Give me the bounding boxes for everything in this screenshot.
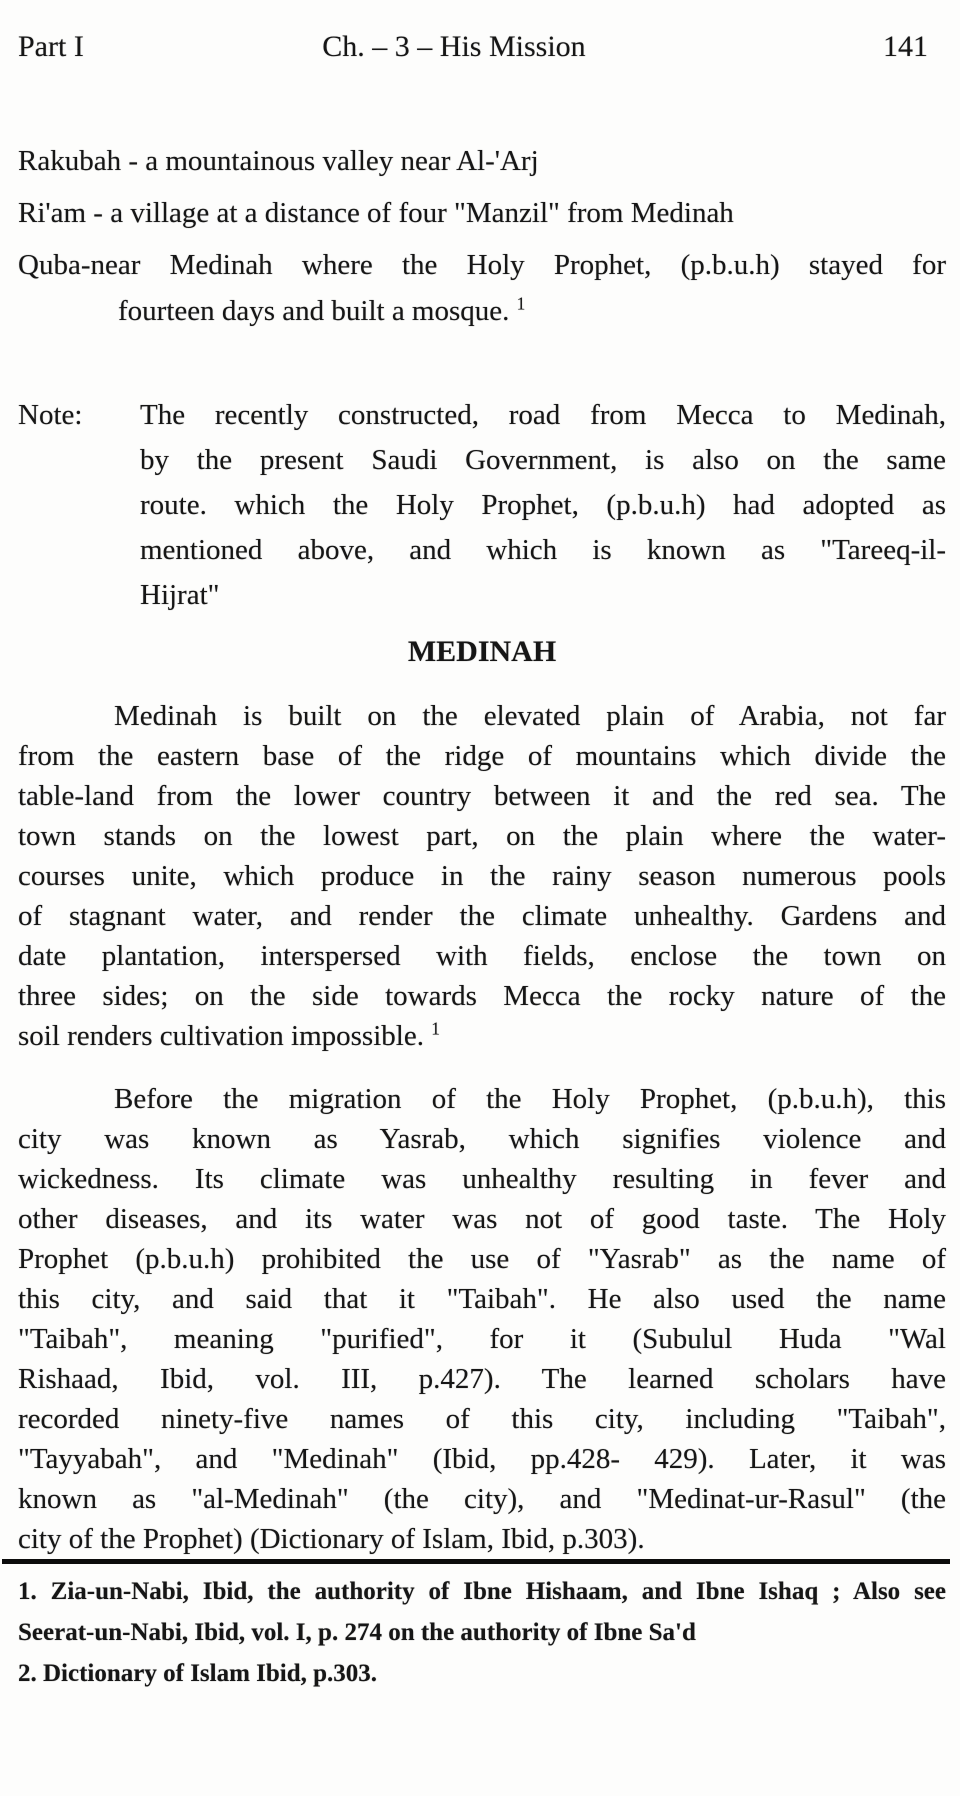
- text-line: courses unite, which produce in the rainy season numerous pools: [18, 860, 946, 892]
- page-number: 141: [883, 30, 928, 63]
- footnote-ref: 1: [431, 1018, 440, 1039]
- header-chapter-title: Ch. – 3 – His Mission: [322, 30, 586, 63]
- text-line: city was known as Yasrab, which signifies violence and: [18, 1123, 946, 1155]
- text-line: The recently constructed, road from Mecca to Medinah,: [140, 399, 946, 431]
- glossary-entry-rakubah: [18, 138, 946, 184]
- place-name-list: [18, 138, 946, 334]
- text-line: other diseases, and its water was not of good taste. The Holy: [18, 1203, 946, 1235]
- text-line: this city, and said that it "Taibah". He also used the name: [18, 1283, 946, 1315]
- glossary-entry-riam: [18, 190, 946, 236]
- text-line: fourteen days and built a mosque. $^1$: [118, 293, 526, 327]
- text-line: 2. Dictionary of Islam Ibid, p.303.: [18, 1660, 378, 1687]
- text-line: by the present Saudi Government, is also on the same: [140, 444, 946, 476]
- section-heading-medinah: MEDINAH: [407, 635, 557, 668]
- footnote-separator: [2, 1559, 950, 1564]
- note-body: [140, 393, 946, 618]
- text-line: Medinah is built on the elevated plain of Arabia, not far: [114, 700, 946, 732]
- text-line: Hijrat": [140, 579, 220, 611]
- text-line: "Taibah", meaning "purified", for it (Subulul Huda "Wal: [18, 1323, 946, 1355]
- note-block: [18, 393, 946, 618]
- header-part-label: Part I: [18, 30, 84, 63]
- text-line: from the eastern base of the ridge of mountains which divide the: [18, 740, 946, 772]
- text-line: of stagnant water, and render the climate unhealthy. Gardens and: [18, 900, 946, 932]
- text-line: Quba-near Medinah where the Holy Prophet, (p.b.u.h) stayed for: [18, 249, 946, 281]
- text-line: route. which the Holy Prophet, (p.b.u.h) had adopted as: [140, 489, 946, 521]
- text-line: three sides; on the side towards Mecca the rocky nature of the: [18, 980, 946, 1012]
- footnotes-block: [18, 1571, 946, 1694]
- text-line: wickedness. Its climate was unhealthy resulting in fever and: [18, 1163, 946, 1195]
- paragraph-yasrab-names: [18, 1079, 946, 1559]
- text-line: recorded ninety-five names of this city, including "Taibah",: [18, 1403, 946, 1435]
- text-line: table-land from the lower country between it and the red sea. The: [18, 780, 946, 812]
- text-line: 1. Zia-un-Nabi, Ibid, the authority of Ibne Hishaam, and Ibne Ishaq ; Also see: [18, 1578, 946, 1605]
- glossary-entry-quba: [18, 242, 946, 334]
- text-line: Seerat-un-Nabi, Ibid, vol. I, p. 274 on the authority of Ibne Sa'd: [18, 1619, 696, 1646]
- footnote-ref: 1: [516, 293, 526, 314]
- text-line: Ri'am - a village at a distance of four "Manzil" from Medinah: [18, 197, 734, 229]
- note-label: Note:: [18, 399, 83, 431]
- text-line: date plantation, interspersed with fields, enclose the town on: [18, 940, 946, 972]
- text-line: "Tayyabah", and "Medinah" (Ibid, pp.428- 429). Later, it was: [18, 1443, 946, 1475]
- text-line: Rishaad, Ibid, vol. III, p.427). The learned scholars have: [18, 1363, 946, 1395]
- text-line: known as "al-Medinah" (the city), and "Medinat-ur-Rasul" (the: [18, 1483, 946, 1515]
- text-line: Before the migration of the Holy Prophet, (p.b.u.h), this: [114, 1083, 946, 1115]
- text-line: soil renders cultivation impossible. $^1$: [18, 1018, 440, 1052]
- text-line: Prophet (p.b.u.h) prohibited the use of "Yasrab" as the name of: [18, 1243, 946, 1275]
- text-line: Rakubah - a mountainous valley near Al-'Arj: [18, 145, 539, 177]
- text-line: city of the Prophet) (Dictionary of Islam, Ibid, p.303).: [18, 1523, 645, 1555]
- text-line: town stands on the lowest part, on the plain where the water-: [18, 820, 946, 852]
- paragraph-medinah-description: [18, 696, 946, 1056]
- page-header: [18, 0, 946, 66]
- text-line: mentioned above, and which is known as "Tareeq-il-: [140, 534, 946, 566]
